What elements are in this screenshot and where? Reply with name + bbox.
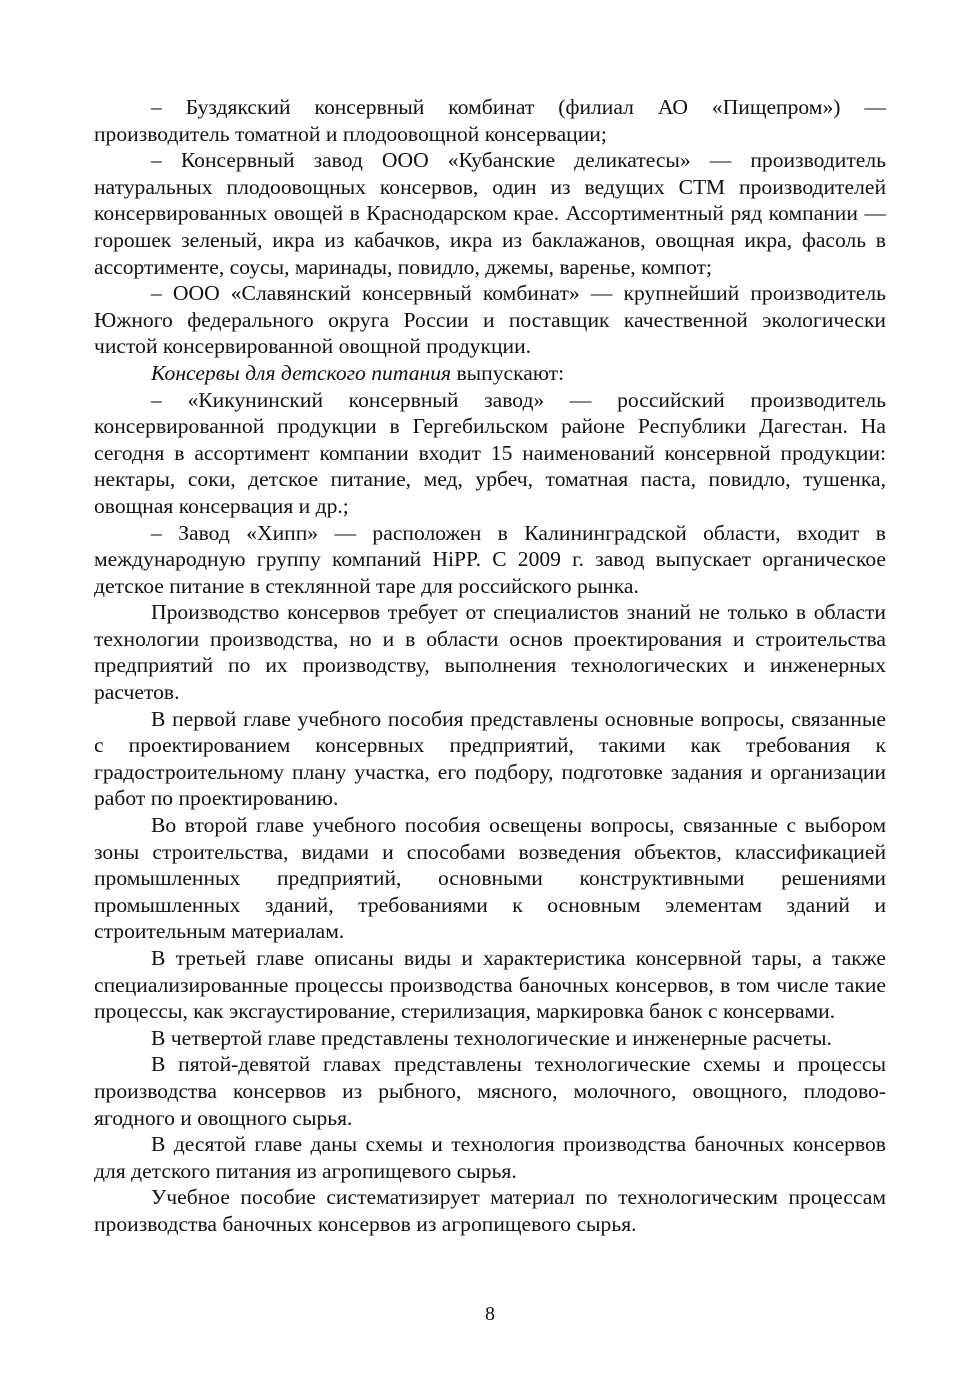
- paragraph-slavyansk: – ООО «Славянский консервный комбинат» — крупнейший производитель Южного федерального округа России и поставщик качественной экологически чистой консервированной овощной продукции.: [94, 281, 886, 359]
- body-text: [94, 94, 886, 1238]
- baby-food-heading: Консервы для детского питания: [151, 360, 452, 385]
- baby-food-intro-rest: выпускают:: [451, 360, 565, 385]
- paragraph-chapter-4: В четвертой главе представлены технологические и инженерные расчеты.: [151, 1025, 832, 1050]
- paragraph-kuban: – Консервный завод ООО «Кубанские деликатесы» — производитель натуральных плодоовощных консервов, один из ведущих СТМ производителей консервированных овощей в Краснодарском крае. Ассортиментный ряд компании — горошек зеленый, икра из кабачков, икра из баклажанов, овощная икра, фасоль в ассортименте, соусы, маринады, повидло, джемы, варенье, компот;: [94, 148, 886, 279]
- paragraph-chapters-5-9: В пятой-девятой главах представлены технологические схемы и процессы производства консервов из рыбного, мясного, молочного, овощного, плодово-ягодного и овощного сырья.: [94, 1052, 886, 1130]
- paragraph-kikuni: – «Кикунинский консервный завод» — российский производитель консервированной продукции в Гергебильском районе Республики Дагестан. На сегодня в ассортимент компании входит 15 наименований консервной продукции: нектары, соки, детское питание, мед, урбеч, томатная паста, повидло, тушенка, овощная консервация и др.;: [94, 387, 886, 518]
- page-number: 8: [485, 1303, 495, 1325]
- paragraph-hipp: – Завод «Хипп» — расположен в Калининградской области, входит в международную группу компаний HiPP. С 2009 г. завод выпускает органическое детское питание в стеклянной таре для российского рынка.: [94, 520, 886, 598]
- paragraph-chapter-3: В третьей главе описаны виды и характеристика консервной тары, а также специализированные процессы производства баночных консервов, в том числе такие процессы, как эксгаустирование, стерилизация, маркировка банок с консервами.: [94, 946, 886, 1024]
- paragraph-chapter-2: Во второй главе учебного пособия освещены вопросы, связанные с выбором зоны строительства, видами и способами возведения объектов, классификацией промышленных предприятий, основными конструктивными решениями промышленных зданий, требованиями к основным элементам зданий и строительным материалам.: [94, 813, 886, 944]
- paragraph-chapter-10: В десятой главе даны схемы и технология производства баночных консервов для детского питания из агропищевого сырья.: [94, 1132, 886, 1183]
- paragraph-summary: Учебное пособие систематизирует материал по технологическим процессам производства баночных консервов из агропищевого сырья.: [94, 1185, 886, 1236]
- paragraph-baby-food-intro: [94, 360, 886, 387]
- paragraph-chapter-1: В первой главе учебного пособия представлены основные вопросы, связанные с проектированием консервных предприятий, такими как требования к градостроительному плану участка, его подбору, подготовке задания и организации работ по проектированию.: [94, 706, 886, 811]
- paragraph-production-knowledge: Производство консервов требует от специалистов знаний не только в области технологии производства, но и в области основ проектирования и строительства предприятий по их производству, выполнения технологических и инженерных расчетов.: [94, 600, 886, 705]
- paragraph-buzdyak: – Буздякский консервный комбинат (филиал АО «Пищепром») — производитель томатной и плодоовощной консервации;: [94, 95, 886, 146]
